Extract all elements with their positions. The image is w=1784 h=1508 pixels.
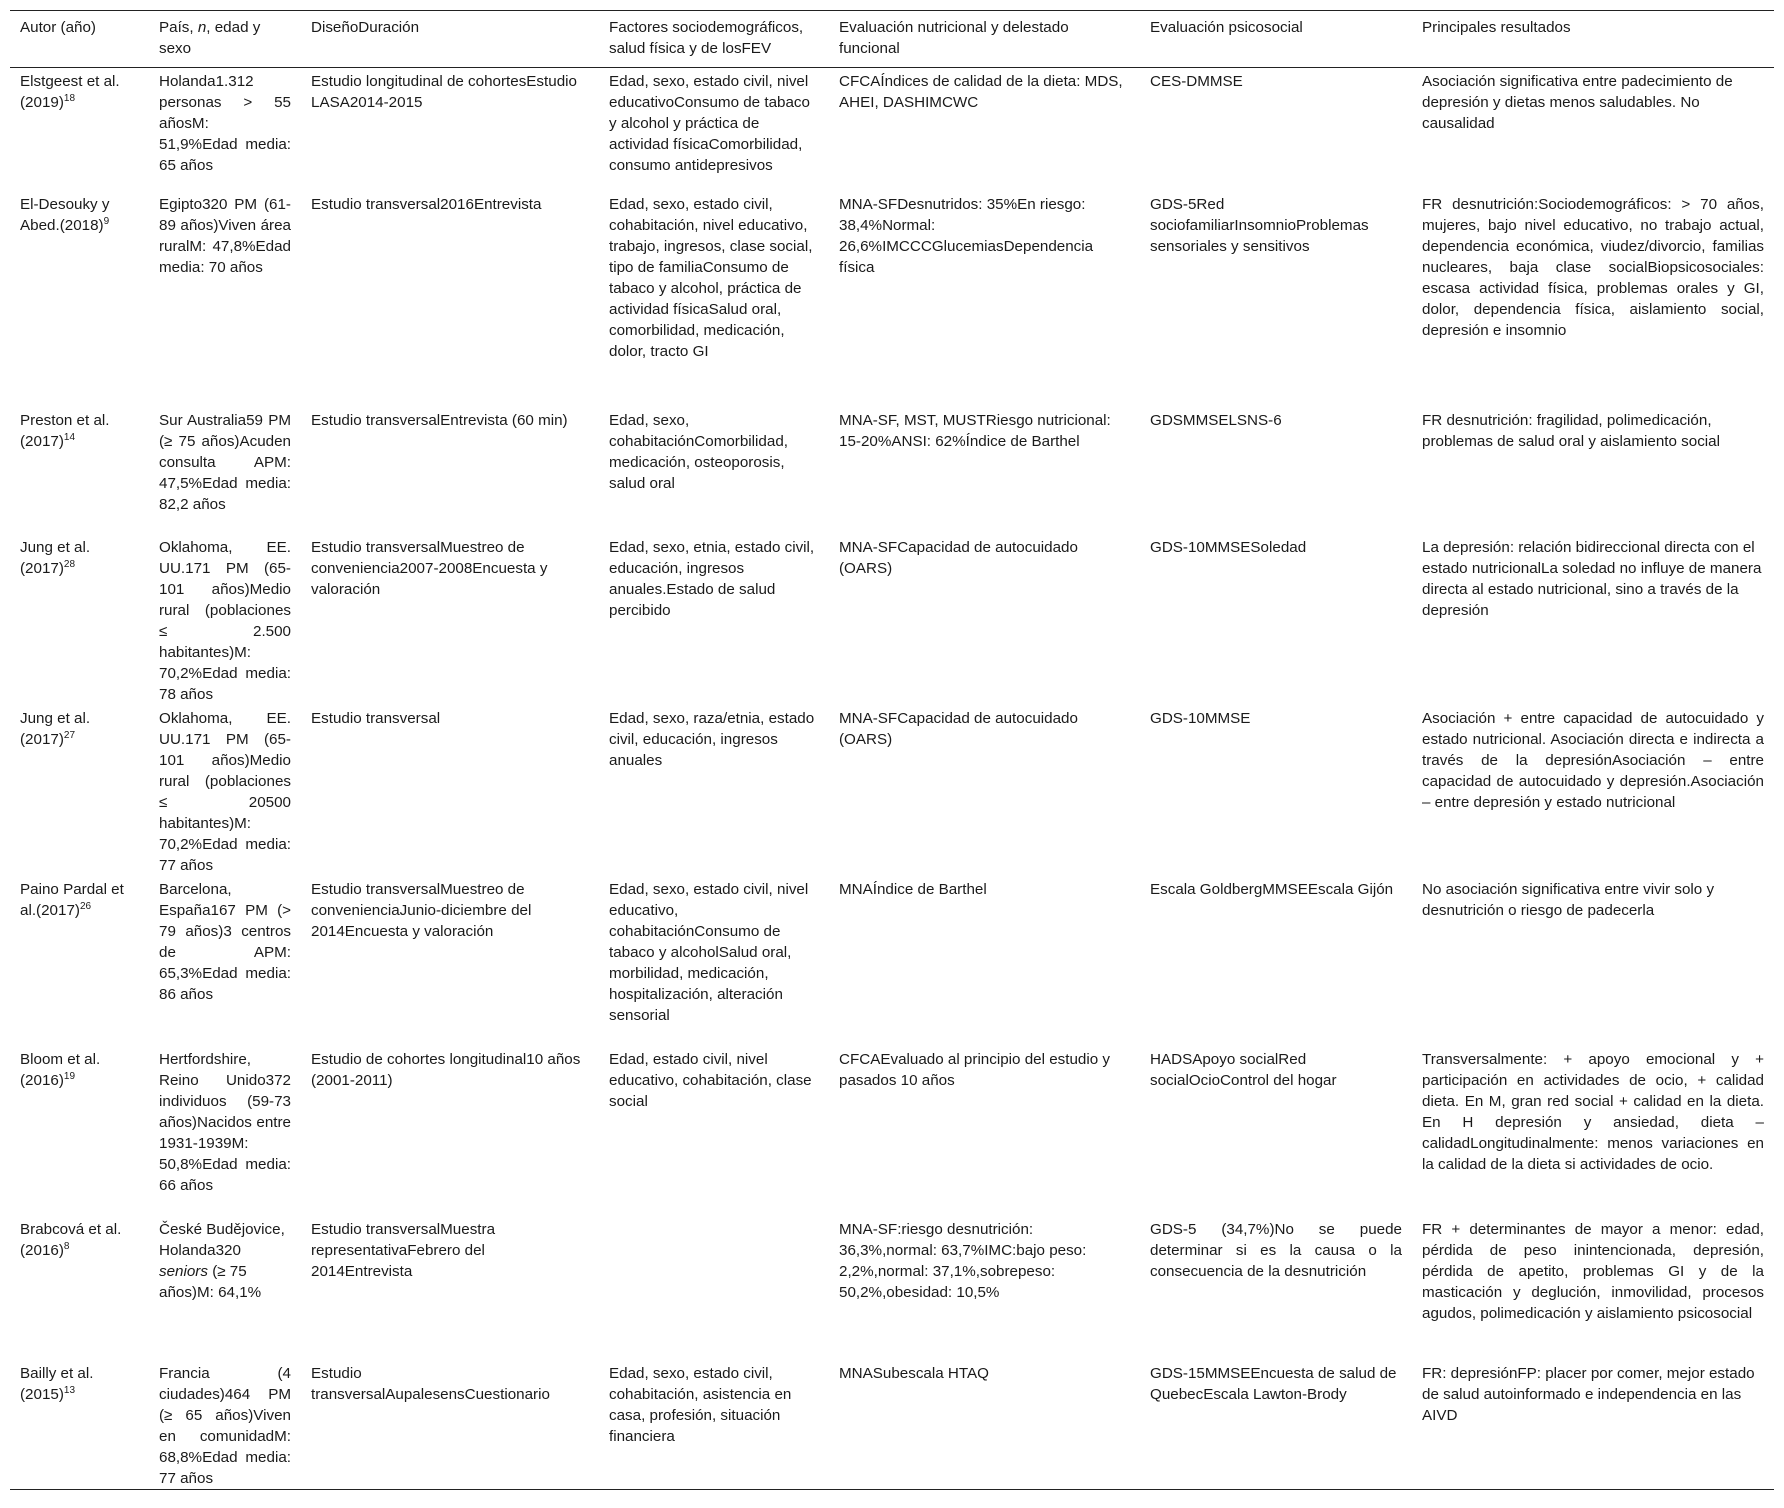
table-row (10, 407, 1774, 534)
reference-number: 27 (63, 729, 76, 741)
cell-factors: Edad, sexo, estado civil, cohabitación, asistencia en casa, profesión, situación financiera (609, 1364, 792, 1445)
cell-author (10, 68, 149, 191)
cell-psychosocial: Escala GoldbergMMSEEscala Gijón (1150, 880, 1394, 898)
table-row (10, 1360, 1774, 1490)
cell-author (10, 407, 149, 534)
header-psychosocial: Evaluación psicosocial (1150, 19, 1303, 36)
author-text: Preston et al.(2017) (20, 411, 110, 450)
cell-psychosocial: GDS-5 (34,7%)No se puede determinar si es la causa o la consecuencia de la desnutrición (1150, 1220, 1402, 1280)
cell-factors (599, 1216, 829, 1360)
cell-country: Hertfordshire, Reino Unido372 individuos (59-73 años)Nacidos entre 1931-1939M: 50,8%Edad media: 66 años (159, 1050, 291, 1194)
cell-design: Estudio transversalMuestra representativaFebrero del 2014Entrevista (311, 1220, 496, 1280)
cell-results: La depresión: relación bidireccional directa con el estado nutricionalLa soledad no influye de manera directa al estado nutricional, sino a través de la depresión (1422, 538, 1762, 619)
header-country-n: n (197, 19, 207, 36)
cell-nutrition: MNAÍndice de Barthel (839, 880, 987, 898)
table-row (10, 1216, 1774, 1360)
author-text: El-Desouky y Abed.(2018) (20, 195, 110, 234)
cell-psychosocial: CES-DMMSE (1150, 73, 1243, 90)
reference-number: 26 (79, 900, 92, 912)
header-factors: Factores sociodemográficos, salud física y de losFEV (609, 19, 804, 57)
author-text: Brabcová et al.(2016) (20, 1220, 122, 1259)
data-table (10, 10, 1774, 1490)
author-text: Elstgeest et al.(2019) (20, 73, 120, 111)
cell-design: Estudio transversalAupalesensCuestionario (311, 1364, 550, 1403)
cell-factors: Edad, sexo, etnia, estado civil, educación, ingresos anuales.Estado de salud percibido (609, 538, 815, 619)
country-text: České Budějovice, Holanda320 (159, 1220, 285, 1259)
reference-number: 18 (63, 92, 76, 104)
cell-design: Estudio transversalMuestreo de conveniencia2007-2008Encuesta y valoración (311, 538, 548, 598)
table-row (10, 534, 1774, 705)
cell-nutrition: MNA-SFDesnutridos: 35%En riesgo: 38,4%Normal: 26,6%IMCCCGlucemiasDependencia física (839, 195, 1094, 276)
author-text: Bailly et al.(2015) (20, 1364, 94, 1403)
cell-author (10, 705, 149, 876)
cell-design: Estudio transversal (311, 709, 441, 727)
cell-nutrition: MNASubescala HTAQ (839, 1364, 989, 1382)
table-row (10, 1046, 1774, 1216)
header-design: DiseñoDuración (311, 19, 420, 36)
header-nutrition: Evaluación nutricional y delestado funcional (839, 19, 1069, 57)
cell-author (10, 1046, 149, 1216)
cell-factors: Edad, sexo, estado civil, cohabitación, nivel educativo, trabajo, ingresos, clase social, tipo de familiaConsumo de tabaco y alcohol, práctica de actividad físicaSalud oral, comorbilidad, medicación, dolor, tracto GI (609, 195, 813, 360)
reference-number: 19 (63, 1070, 76, 1082)
reference-number: 8 (63, 1240, 70, 1252)
table-container (10, 10, 1774, 1490)
cell-design: Estudio transversal2016Entrevista (311, 195, 542, 213)
cell-design: Estudio transversalEntrevista (60 min) (311, 411, 568, 429)
cell-nutrition: MNA-SFCapacidad de autocuidado (OARS) (839, 709, 1078, 748)
cell-country (149, 1216, 301, 1360)
author-text: Paino Pardal et al.(2017) (20, 880, 124, 919)
cell-results: Transversalmente: + apoyo emocional y + participación en actividades de ocio, + calidad dieta. En M, gran red social + calidad en la dieta. En H depresión y ansiedad, dieta – calidadLongitudinalmente: menos variaciones en la calidad de la dieta si actividades de ocio. (1422, 1050, 1764, 1173)
table-row (10, 876, 1774, 1046)
cell-nutrition: CFCAÍndices de calidad de la dieta: MDS, AHEI, DASHIMCWC (839, 73, 1123, 111)
cell-country: Sur Australia59 PM (≥ 75 años)Acuden consulta APM: 47,5%Edad media: 82,2 años (159, 411, 291, 513)
cell-country: Egipto320 PM (61-89 años)Viven área ruralM: 47,8%Edad media: 70 años (159, 195, 291, 276)
header-country-a: País, (159, 19, 198, 36)
cell-psychosocial: GDS-10MMSE (1150, 709, 1251, 727)
cell-nutrition: MNA-SF, MST, MUSTRiesgo nutricional: 15-20%ANSI: 62%Índice de Barthel (839, 411, 1111, 450)
header-results: Principales resultados (1422, 19, 1571, 36)
cell-factors: Edad, sexo, estado civil, nivel educativo, cohabitaciónConsumo de tabaco y alcoholSalud oral, morbilidad, medicación, hospitalización, alteración sensorial (609, 880, 809, 1024)
cell-results: Asociación significativa entre padecimiento de depresión y dietas menos saludables. No causalidad (1422, 73, 1733, 132)
cell-results: FR desnutrición: fragilidad, polimedicación, problemas de salud oral y aislamiento social (1422, 411, 1720, 450)
cell-country: Francia (4 ciudades)464 PM (≥ 65 años)Viven en comunidadM: 68,8%Edad media: 77 años (159, 1364, 291, 1487)
country-text-italic: seniors (159, 1262, 208, 1280)
author-text: Jung et al.(2017) (20, 709, 91, 748)
cell-author (10, 876, 149, 1046)
cell-country: Oklahoma, EE. UU.171 PM (65-101 años)Medio rural (poblaciones ≤ 2.500 habitantes)M: 70,2%Edad media: 78 años (159, 538, 291, 703)
cell-psychosocial: GDS-10MMSESoledad (1150, 538, 1307, 556)
header-country-b: , edad y sexo (159, 19, 261, 57)
reference-number: 9 (103, 215, 110, 227)
table-row (10, 68, 1774, 191)
cell-country: Oklahoma, EE. UU.171 PM (65-101 años)Medio rural (poblaciones ≤ 20500 habitantes)M: 70,2%Edad media: 77 años (159, 709, 291, 874)
cell-author (10, 534, 149, 705)
cell-author (10, 191, 149, 407)
cell-factors: Edad, sexo, cohabitaciónComorbilidad, medicación, osteoporosis, salud oral (609, 411, 788, 492)
table-row (10, 705, 1774, 876)
cell-factors: Edad, estado civil, nivel educativo, cohabitación, clase social (609, 1050, 812, 1110)
cell-factors: Edad, sexo, raza/etnia, estado civil, educación, ingresos anuales (609, 709, 815, 769)
cell-results: Asociación + entre capacidad de autocuidado y estado nutricional. Asociación directa e indirecta a través de la depresiónAsociación – entre capacidad de autocuidado y depresión.Asociación – entre depresión y estado nutricional (1422, 709, 1764, 811)
cell-results: No asociación significativa entre vivir solo y desnutrición o riesgo de padecerla (1422, 880, 1715, 919)
cell-design: Estudio longitudinal de cohortesEstudio LASA2014-2015 (311, 73, 577, 111)
header-author: Autor (año) (20, 19, 96, 36)
cell-nutrition: CFCAEvaluado al principio del estudio y pasados 10 años (839, 1050, 1110, 1089)
author-text: Bloom et al.(2016) (20, 1050, 101, 1089)
cell-psychosocial: GDS-5Red sociofamiliarInsomnioProblemas sensoriales y sensitivos (1150, 195, 1369, 255)
header-country (149, 11, 301, 68)
cell-results: FR: depresiónFP: placer por comer, mejor estado de salud autoinformado e independencia en las AIVD (1422, 1364, 1755, 1424)
cell-psychosocial: GDSMMSELSNS-6 (1150, 411, 1282, 429)
cell-psychosocial: GDS-15MMSEEncuesta de salud de QuebecEscala Lawton-Brody (1150, 1364, 1397, 1403)
country-text-end: (≥ 75 años)M: 64,1% (159, 1262, 262, 1301)
cell-results: FR + determinantes de mayor a menor: edad, pérdida de peso inintencionada, depresión, pérdida de apetito, problemas GI y de la masticación y deglución, inmovilidad, procesos agudos, polimedicación y aislamiento psicosocial (1422, 1220, 1764, 1322)
cell-nutrition: MNA-SFCapacidad de autocuidado (OARS) (839, 538, 1078, 577)
cell-design: Estudio transversalMuestreo de convenienciaJunio-diciembre del 2014Encuesta y valoración (311, 880, 532, 940)
table-row (10, 191, 1774, 407)
reference-number: 13 (63, 1384, 76, 1396)
cell-psychosocial: HADSApoyo socialRed socialOcioControl del hogar (1150, 1050, 1337, 1089)
cell-author (10, 1216, 149, 1360)
cell-factors: Edad, sexo, estado civil, nivel educativoConsumo de tabaco y alcohol y práctica de actividad físicaComorbilidad, consumo antidepresivos (609, 73, 810, 174)
reference-number: 28 (63, 558, 76, 570)
cell-author (10, 1360, 149, 1490)
cell-design: Estudio de cohortes longitudinal10 años (2001-2011) (311, 1050, 581, 1089)
cell-country: Barcelona, España167 PM (> 79 años)3 centros de APM: 65,3%Edad media: 86 años (159, 880, 291, 1003)
reference-number: 14 (63, 431, 76, 443)
cell-results: FR desnutrición:Sociodemográficos: > 70 años, mujeres, bajo nivel educativo, no trabajo actual, dependencia económica, viudez/divorcio, familias nucleares, baja clase socialBiopsicosociales: escasa actividad física, problemas orales y GI, dolor, dependencia física, aislamiento social, depresión e insomnio (1422, 195, 1764, 339)
author-text: Jung et al.(2017) (20, 538, 91, 577)
header-row (10, 11, 1774, 68)
cell-country: Holanda1.312 personas > 55 añosM: 51,9%Edad media: 65 años (159, 73, 291, 174)
cell-nutrition: MNA-SF:riesgo desnutrición: 36,3%,normal: 63,7%IMC:bajo peso: 2,2%,normal: 37,1%,sobrepeso: 50,2%,obesidad: 10,5% (839, 1220, 1087, 1301)
